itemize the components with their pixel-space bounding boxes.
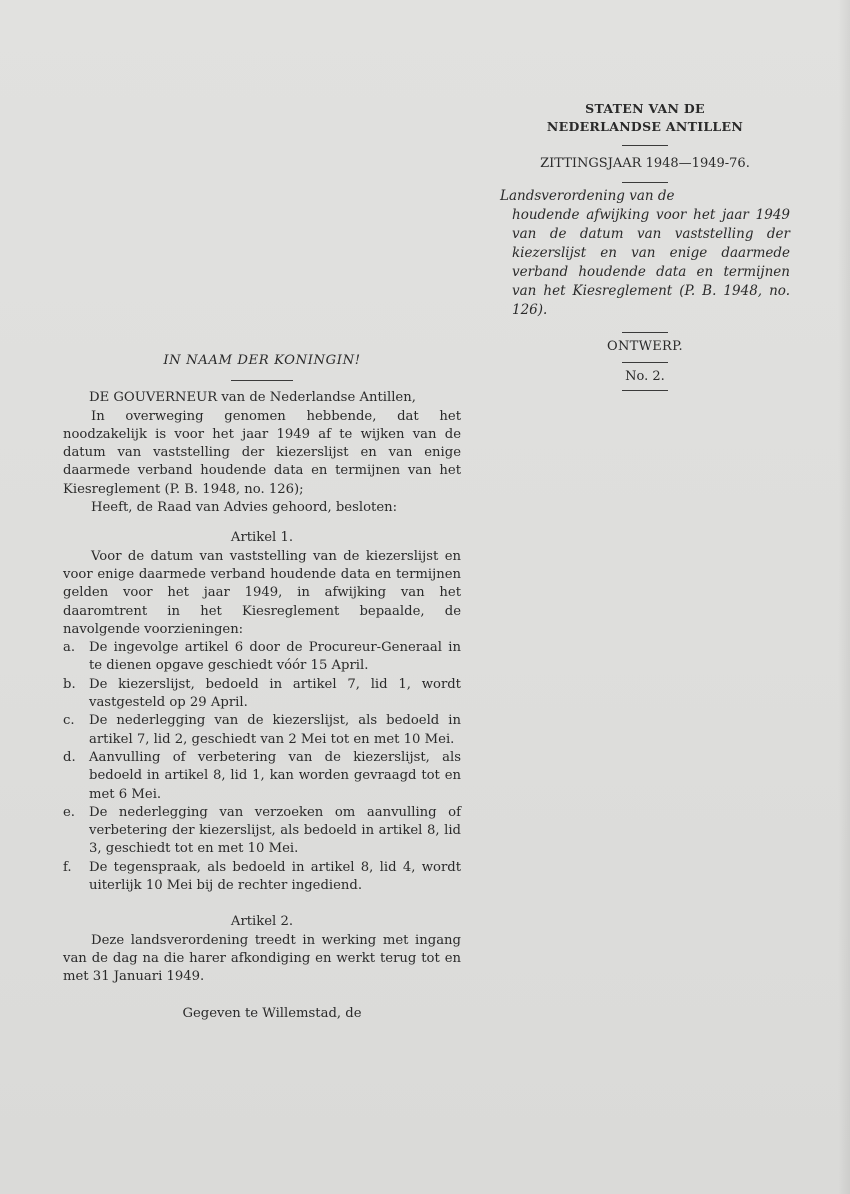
bill-subject-rest: houdende afwijking voor het jaar 1949 van de datum van vaststelling der kiezerslijst en van enige daarmede verband houdende data en termijnen van het Kiesreglement (P. B. 1948, no. 126). [512, 207, 790, 318]
list-item [63, 639, 461, 676]
bill-subject [500, 187, 790, 320]
article-1-intro: Voor de datum van vaststelling van de kiezerslijst en voor enige daarmede verband houdende data en termijnen gelden voor het jaar 1949, in afwijking van het daaromtrent in het Kiesreglement bepaalde, de navolgende voorzieningen: [63, 548, 461, 637]
list-item-label: f. [63, 859, 72, 875]
header-line-1: STATEN VAN DE [585, 101, 705, 116]
article-2-text: Deze landsverordening treedt in werking met ingang van de dag na die harer afkondiging en werkt terug tot en met 31 Januari 1949. [63, 932, 461, 985]
header-line-2: NEDERLANDSE ANTILLEN [546, 119, 744, 134]
consideration: In overweging genomen hebbende, dat het noodzakelijk is voor het jaar 1949 af te wijken van de datum van vaststelling der kiezerslijst en van enige daarmede verband houdende data en termijnen van het Kiesreglement (P. B. 1948, no. 126); [63, 408, 461, 497]
list-item-text: Aanvulling of verbetering van de kiezerslijst, als bedoeld in artikel 8, lid 1, kan worden gevraagd tot en met 6 Mei. [89, 749, 461, 802]
header-block [500, 100, 790, 391]
list-item-label: b. [63, 676, 76, 692]
list-item-text: De kiezerslijst, bedoeld in artikel 7, lid 1, wordt vastgesteld op 29 April. [89, 676, 461, 711]
header-rule-3 [622, 332, 668, 333]
list-item-text: De tegenspraak, als bedoeld in artikel 8, lid 4, wordt uiterlijk 10 Mei bij de rechter ingediend. [89, 859, 461, 894]
header-rule-1 [622, 145, 668, 146]
invocation-rule [231, 380, 293, 381]
list-item [63, 749, 461, 804]
given-at: Gegeven te Willemstad, de [182, 1005, 362, 1021]
draft-number: No. 2. [625, 369, 665, 384]
invocation: IN NAAM DER KONINGIN! [163, 353, 361, 368]
article-1-title: Artikel 1. [230, 530, 294, 546]
draft-status: ONTWERP. [607, 339, 683, 354]
page-edge-shadow [838, 0, 850, 1194]
list-item-label: e. [63, 804, 75, 820]
list-item-text: De nederlegging van de kiezerslijst, als bedoeld in artikel 7, lid 2, geschiedt van 2 Mei tot en met 10 Mei. [89, 713, 461, 747]
list-item [63, 859, 461, 896]
list-item [63, 804, 461, 859]
list-item-label: d. [63, 749, 76, 765]
article-1-list [63, 639, 461, 895]
session-year: ZITTINGSJAAR 1948—1949-76. [540, 156, 750, 171]
governor-line: DE GOUVERNEUR van de Nederlandse Antillen, [89, 390, 416, 406]
decision: Heeft, de Raad van Advies gehoord, besloten: [91, 500, 398, 516]
list-item-label: a. [63, 640, 76, 656]
list-item-label: c. [63, 713, 75, 729]
header-rule-2 [622, 182, 668, 183]
list-item-text: De ingevolge artikel 6 door de Procureur-Generaal in te dienen opgave geschiedt vóór 15 April. [89, 640, 461, 674]
main-text [63, 352, 461, 1023]
list-item-text: De nederlegging van verzoeken om aanvulling of verbetering der kiezerslijst, als bedoeld in artikel 8, lid 3, geschiedt tot en met 10 Mei. [89, 804, 461, 857]
bill-subject-first-line: Landsverordening van de [500, 188, 675, 204]
header-rule-4 [622, 362, 668, 363]
header-rule-5 [622, 390, 668, 391]
list-item [63, 712, 461, 749]
article-2-title: Artikel 2. [230, 914, 294, 930]
list-item [63, 676, 461, 713]
